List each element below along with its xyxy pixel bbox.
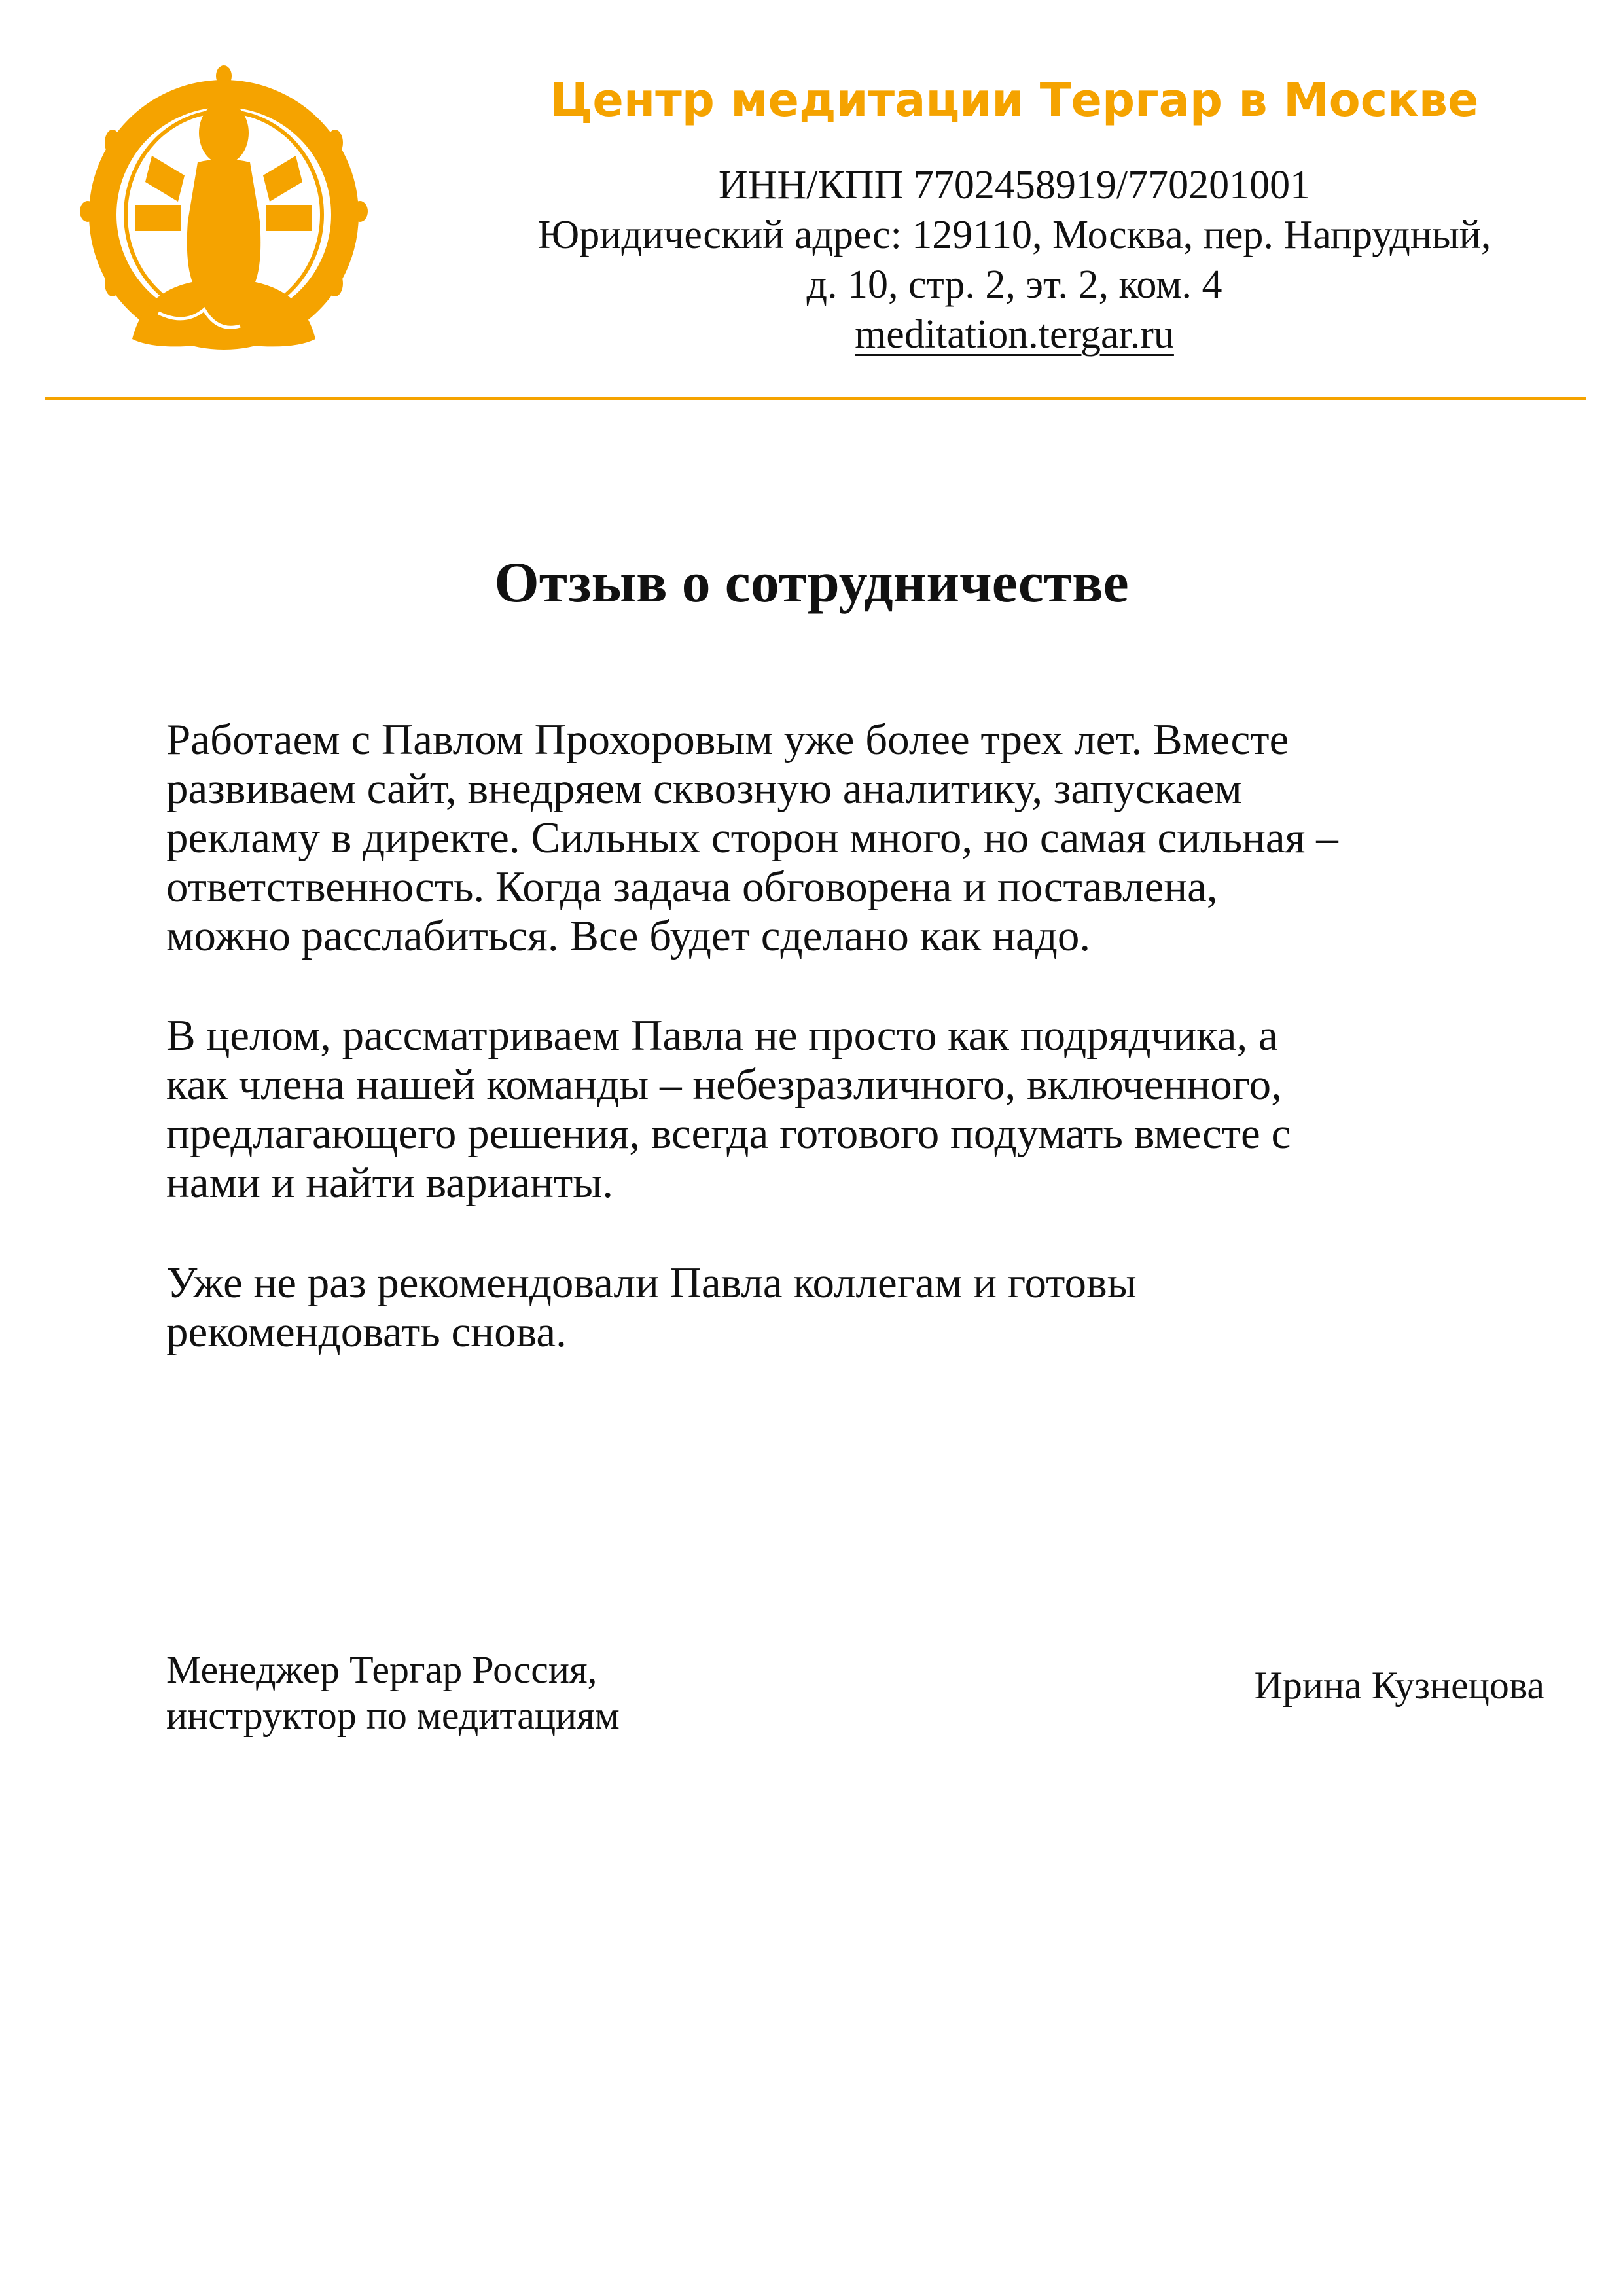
text-line: можно расслабиться. Все будет сделано как надо.	[166, 912, 1091, 960]
position-line-1: Менеджер Тергар Россия,	[166, 1648, 597, 1691]
text-line: развиваем сайт, внедряем сквозную аналитику, запускаем	[166, 764, 1242, 813]
text-line: рекомендовать снова.	[166, 1308, 567, 1356]
signer-name: Ирина Кузнецова	[1254, 1664, 1544, 1707]
text-line: нами и найти варианты.	[166, 1158, 614, 1207]
text-line: ответственность. Когда задача обговорена и поставлена,	[166, 863, 1218, 911]
document-title: Отзыв о сотрудничестве	[494, 551, 1129, 615]
position-line-2: инструктор по медитациям	[166, 1694, 620, 1737]
text-line: предлагающего решения, всегда готового подумать вместе с	[166, 1109, 1291, 1158]
text-line: В целом, рассматриваем Павла не просто как подрядчика, а	[166, 1011, 1278, 1060]
inn-kpp: ИНН/КПП 7702458919/770201001	[718, 163, 1311, 207]
website	[458, 310, 1571, 359]
website-link[interactable]: meditation.tergar.ru	[855, 312, 1174, 357]
tergar-logo-icon	[73, 64, 374, 352]
paragraph-1	[166, 715, 1554, 961]
paragraph-3	[166, 1259, 1554, 1357]
signer-position	[166, 1647, 620, 1738]
text-line: Работаем с Павлом Прохоровым уже более трех лет. Вместе	[166, 715, 1289, 764]
legal-address-line-2: д. 10, стр. 2, эт. 2, ком. 4	[806, 262, 1222, 307]
text-line: Уже не раз рекомендовали Павла коллегам и готовы	[166, 1259, 1137, 1307]
text-line: рекламу в директе. Сильных сторон много, но самая сильная –	[166, 814, 1338, 862]
header-divider	[45, 397, 1586, 400]
organization-title: Центр медитации Тергар в Москве	[550, 73, 1479, 127]
text-line: как члена нашей команды – небезразличного, включенного,	[166, 1060, 1282, 1109]
legal-address-line-1: Юридический адрес: 129110, Москва, пер. Напрудный,	[537, 213, 1491, 257]
paragraph-2	[166, 1011, 1554, 1208]
